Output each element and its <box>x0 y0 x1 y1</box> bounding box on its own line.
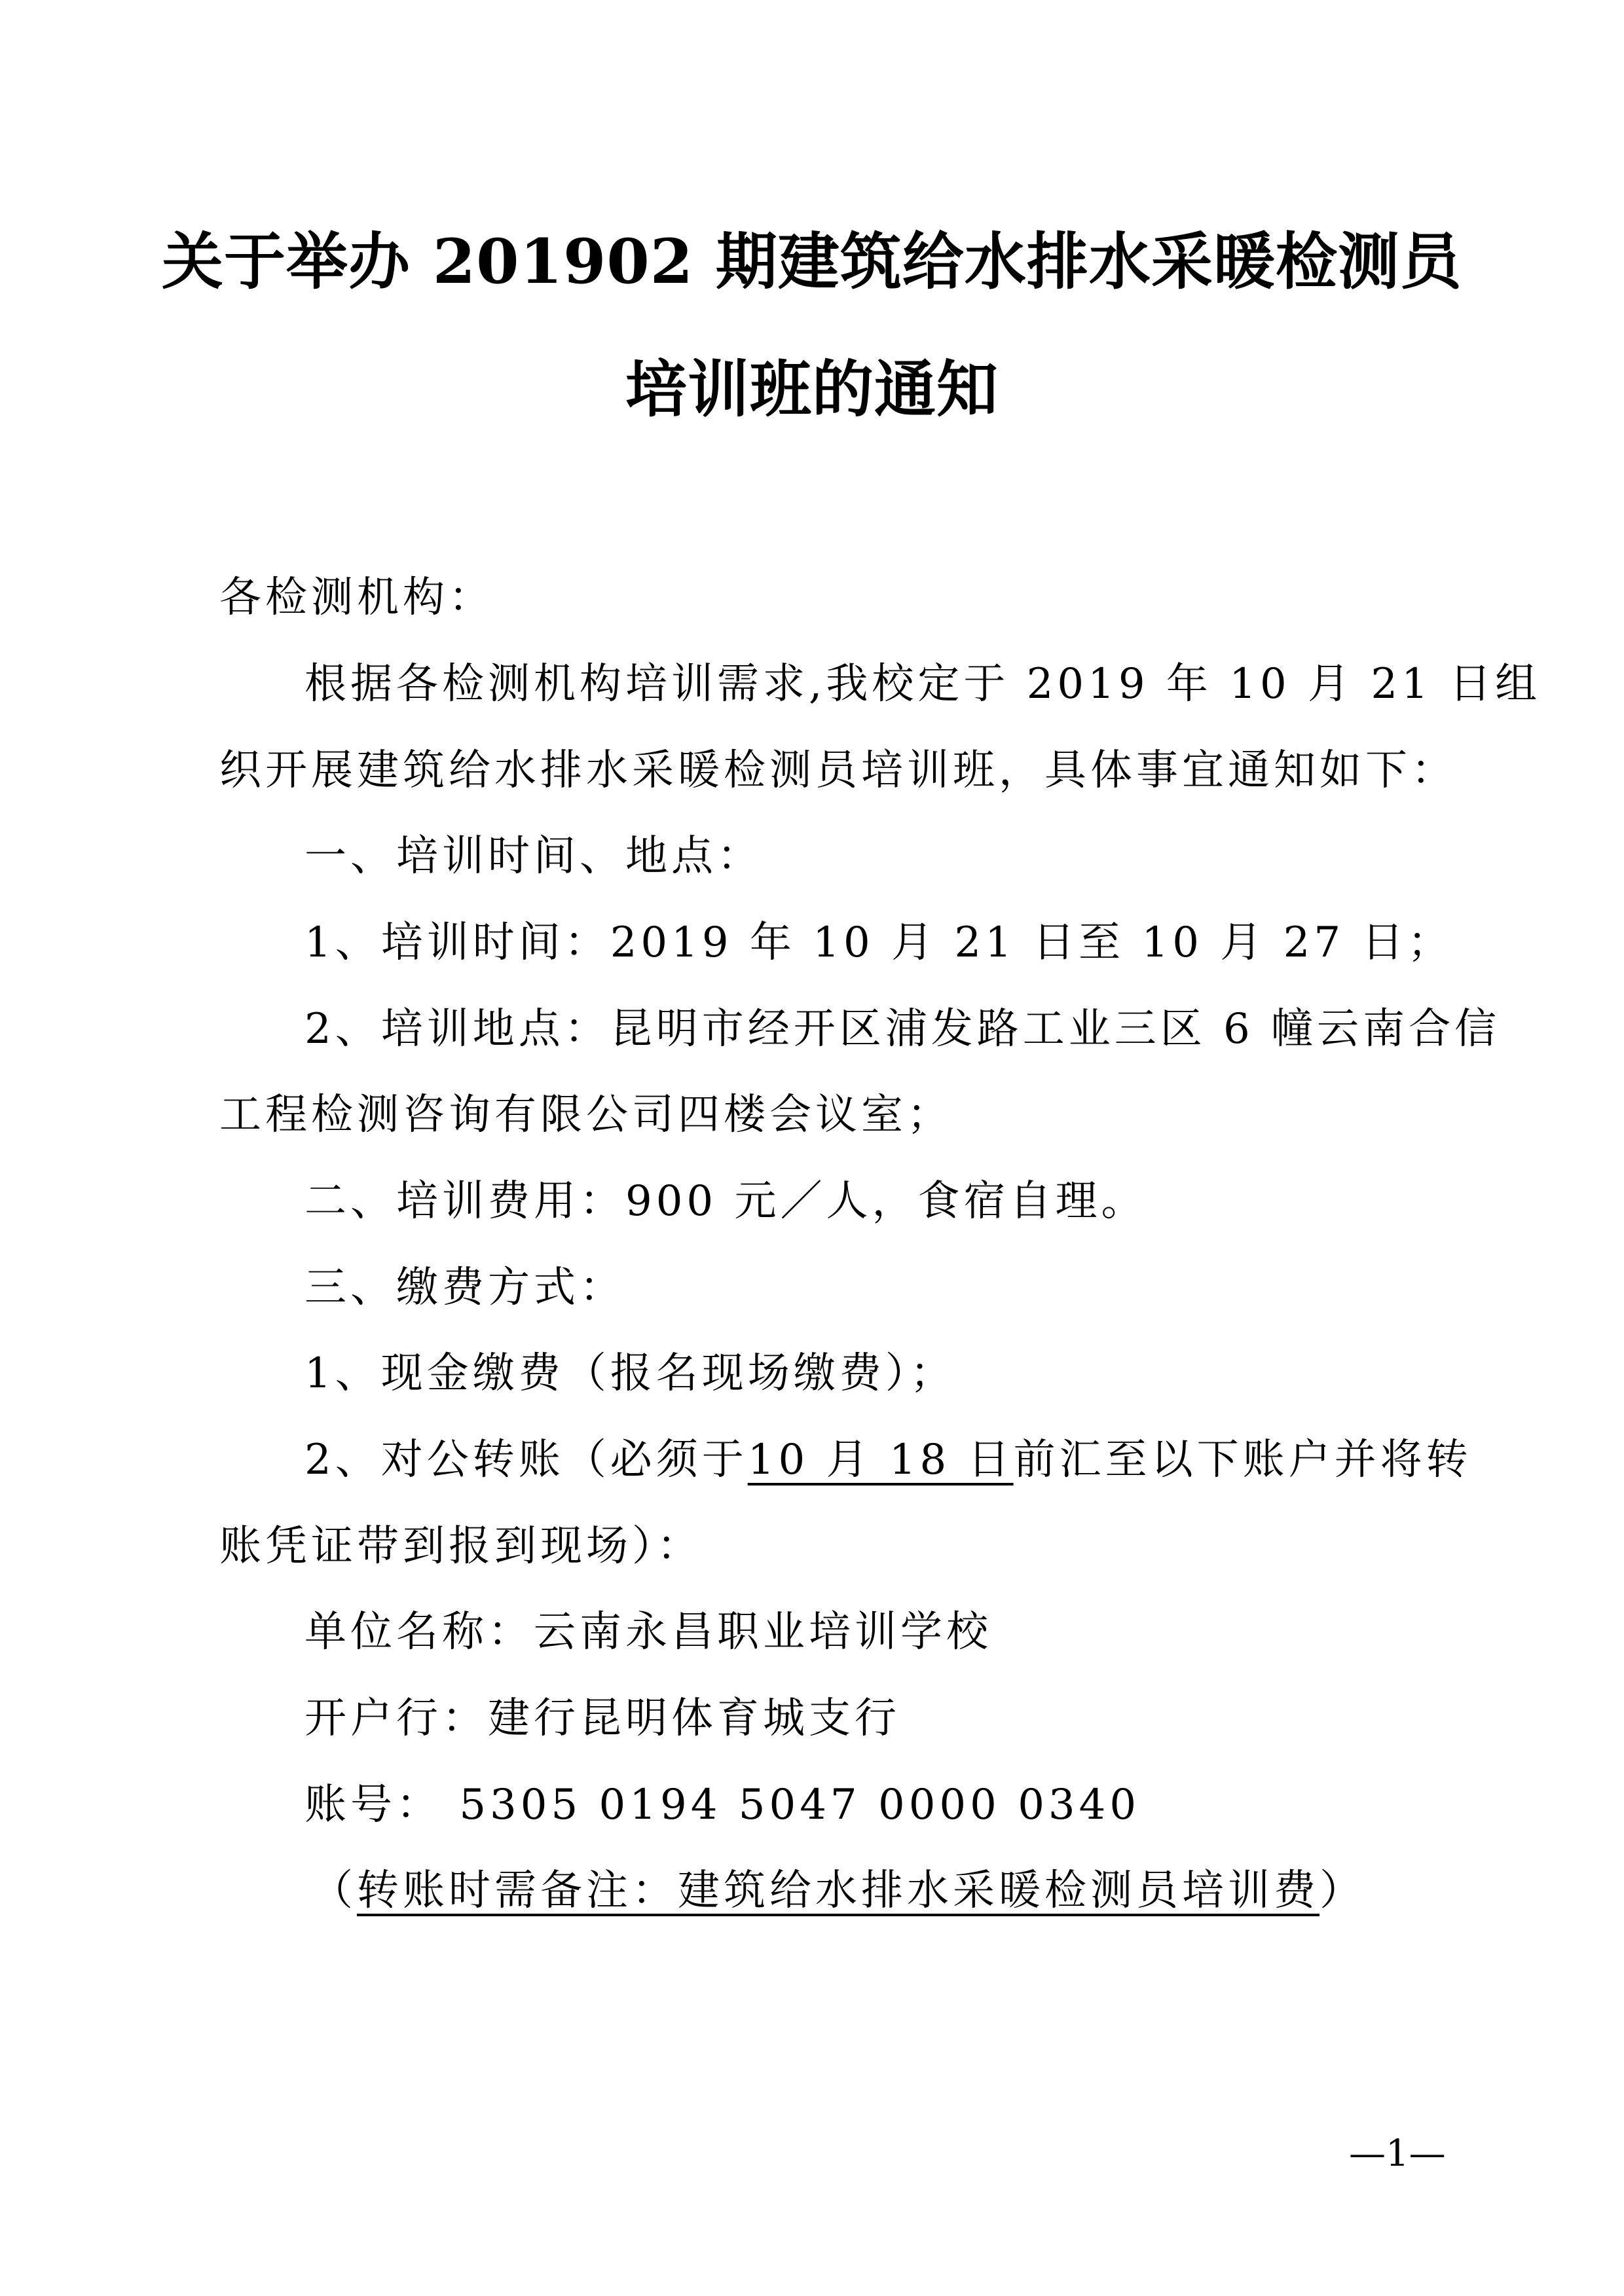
title-line-1: 关于举办 201902 期建筑给水排水采暖检测员 <box>162 226 1462 298</box>
account-number: 账号： 5305 0194 5047 0000 0340 <box>304 1781 1141 1829</box>
note-text: 转账时需备注：建筑给水排水采暖检测员培训费 <box>357 1867 1320 1915</box>
section-1-item-1: 1、培训时间：2019 年 10 月 21 日至 10 月 27 日； <box>304 919 1454 967</box>
page-number: —1— <box>1349 2132 1446 2175</box>
section-1-heading: 一、培训时间、地点： <box>304 832 763 881</box>
intro-line-1: 根据各检测机构培训需求,我校定于 2019 年 10 月 21 日组 <box>304 660 1541 708</box>
transfer-suffix: 前汇至以下账户并将转 <box>1013 1436 1472 1484</box>
salutation: 各检测机构： <box>219 574 494 622</box>
transfer-note <box>311 1865 1365 1917</box>
intro-line-2: 织开展建筑给水排水采暖检测员培训班，具体事宜通知如下： <box>219 746 1457 795</box>
section-2-fee: 二、培训费用：900 元／人，食宿自理。 <box>304 1177 1147 1226</box>
section-3-item-1: 1、现金缴费（报名现场缴费）； <box>304 1349 956 1398</box>
section-1-item-2-line-1: 2、培训地点：昆明市经开区浦发路工业三区 6 幢云南合信 <box>304 1005 1501 1053</box>
transfer-prefix: 2、对公转账（必须于 <box>304 1436 748 1484</box>
note-close-paren: ） <box>1320 1867 1365 1915</box>
section-3-item-2-line-2: 账凭证带到报到现场）： <box>219 1522 703 1571</box>
account-unit-name: 单位名称：云南永昌职业培训学校 <box>304 1608 992 1656</box>
section-3-heading: 三、缴费方式： <box>304 1264 625 1312</box>
note-open-paren: （ <box>311 1867 357 1915</box>
title-line-2: 培训班的通知 <box>625 354 999 426</box>
transfer-deadline-date: 10 月 18 日 <box>747 1436 1014 1484</box>
section-3-item-2-line-1 <box>304 1434 1472 1486</box>
section-1-item-2-line-2: 工程检测咨询有限公司四楼会议室； <box>219 1091 953 1139</box>
account-bank: 开户行：建行昆明体育城支行 <box>304 1694 900 1743</box>
